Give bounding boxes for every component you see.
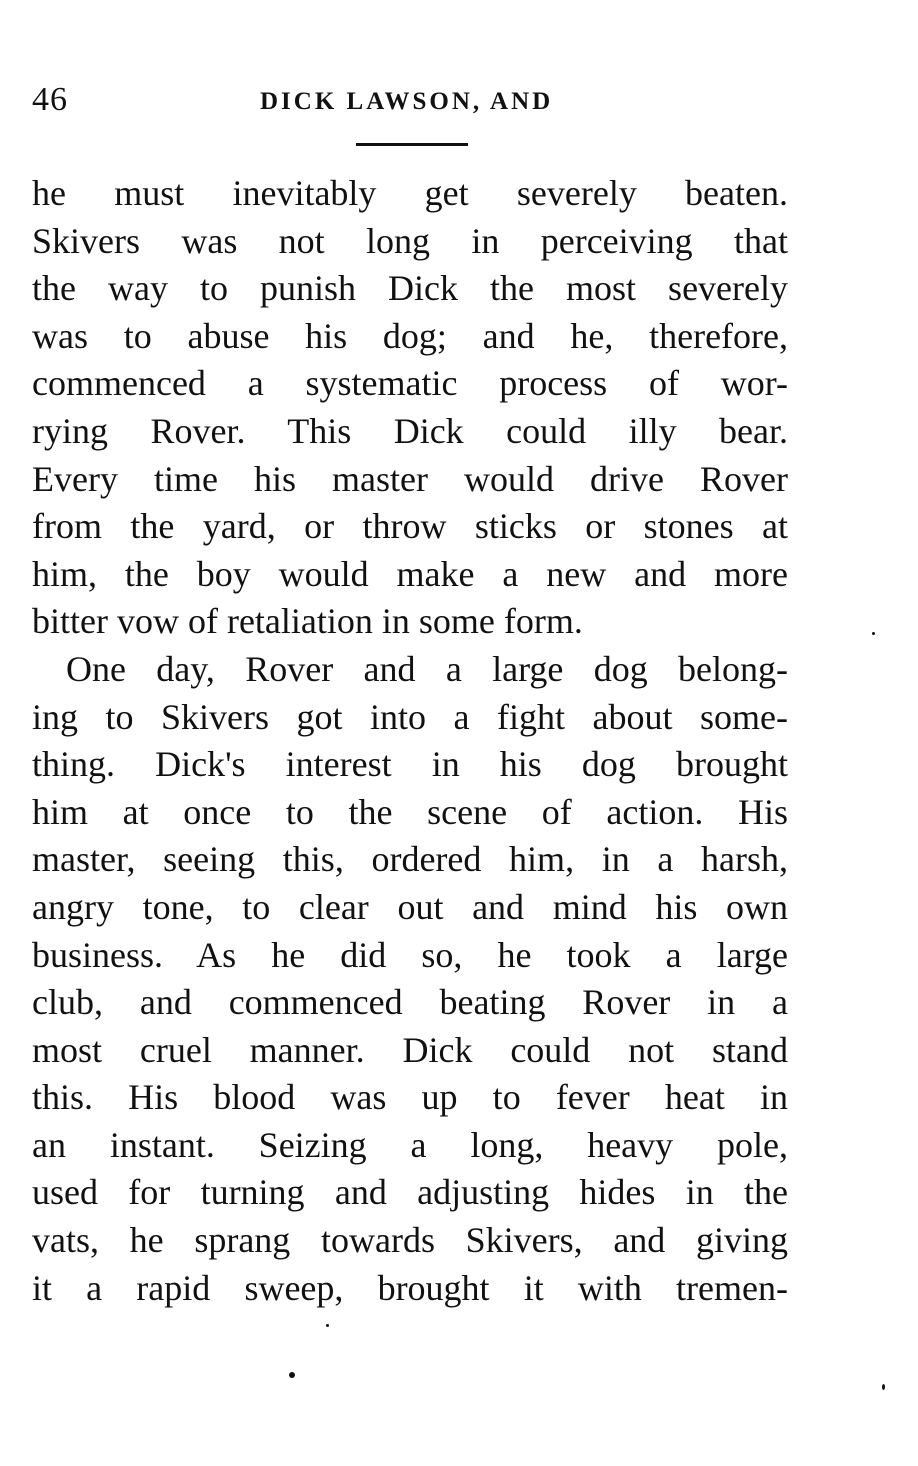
- text-line: the way to punish Dick the most severely: [32, 268, 788, 309]
- text-line: bitter vow of retaliation in some form.: [32, 601, 583, 642]
- text-line: vats, he sprang towards Skivers, and giving: [32, 1220, 788, 1261]
- header-rule: [356, 143, 468, 146]
- page-number: 46: [32, 81, 68, 118]
- ink-speck: [289, 1372, 295, 1378]
- text-line: most cruel manner. Dick could not stand: [32, 1029, 788, 1070]
- text-line: club, and commenced beating Rover in a: [32, 982, 788, 1023]
- text-line: he must inevitably get severely beaten.: [32, 173, 788, 213]
- text-line: from the yard, or throw sticks or stones at: [32, 506, 788, 547]
- text-line: was to abuse his dog; and he, therefore,: [32, 315, 788, 356]
- text-line: commenced a systematic process of wor-: [32, 363, 788, 404]
- text-line: Every time his master would drive Rover: [32, 458, 788, 499]
- body-text: [32, 170, 788, 1312]
- text-line: an instant. Seizing a long, heavy pole,: [32, 1124, 788, 1165]
- ink-speck: [872, 632, 875, 635]
- text-line: ing to Skivers got into a fight about some-: [32, 696, 788, 737]
- text-line: it a rapid sweep, brought it with tremen-: [32, 1267, 788, 1308]
- text-line: master, seeing this, ordered him, in a harsh,: [32, 839, 788, 880]
- text-line: him at once to the scene of action. His: [32, 791, 788, 832]
- text-line: him, the boy would make a new and more: [32, 553, 788, 594]
- text-line: business. As he did so, he took a large: [32, 934, 788, 975]
- text-line: Skivers was not long in perceiving that: [32, 220, 788, 261]
- text-line: this. His blood was up to fever heat in: [32, 1077, 788, 1118]
- text-line: used for turning and adjusting hides in the: [32, 1172, 788, 1213]
- ink-speck: [882, 1384, 885, 1390]
- text-line: angry tone, to clear out and mind his own: [32, 886, 788, 927]
- running-head: [32, 80, 792, 120]
- text-line: thing. Dick's interest in his dog brought: [32, 744, 788, 785]
- ink-speck: [326, 1324, 329, 1327]
- running-title: DICK LAWSON, AND: [260, 88, 554, 115]
- text-line: rying Rover. This Dick could illy bear.: [32, 410, 788, 451]
- text-line: One day, Rover and a large dog belong-: [66, 648, 788, 689]
